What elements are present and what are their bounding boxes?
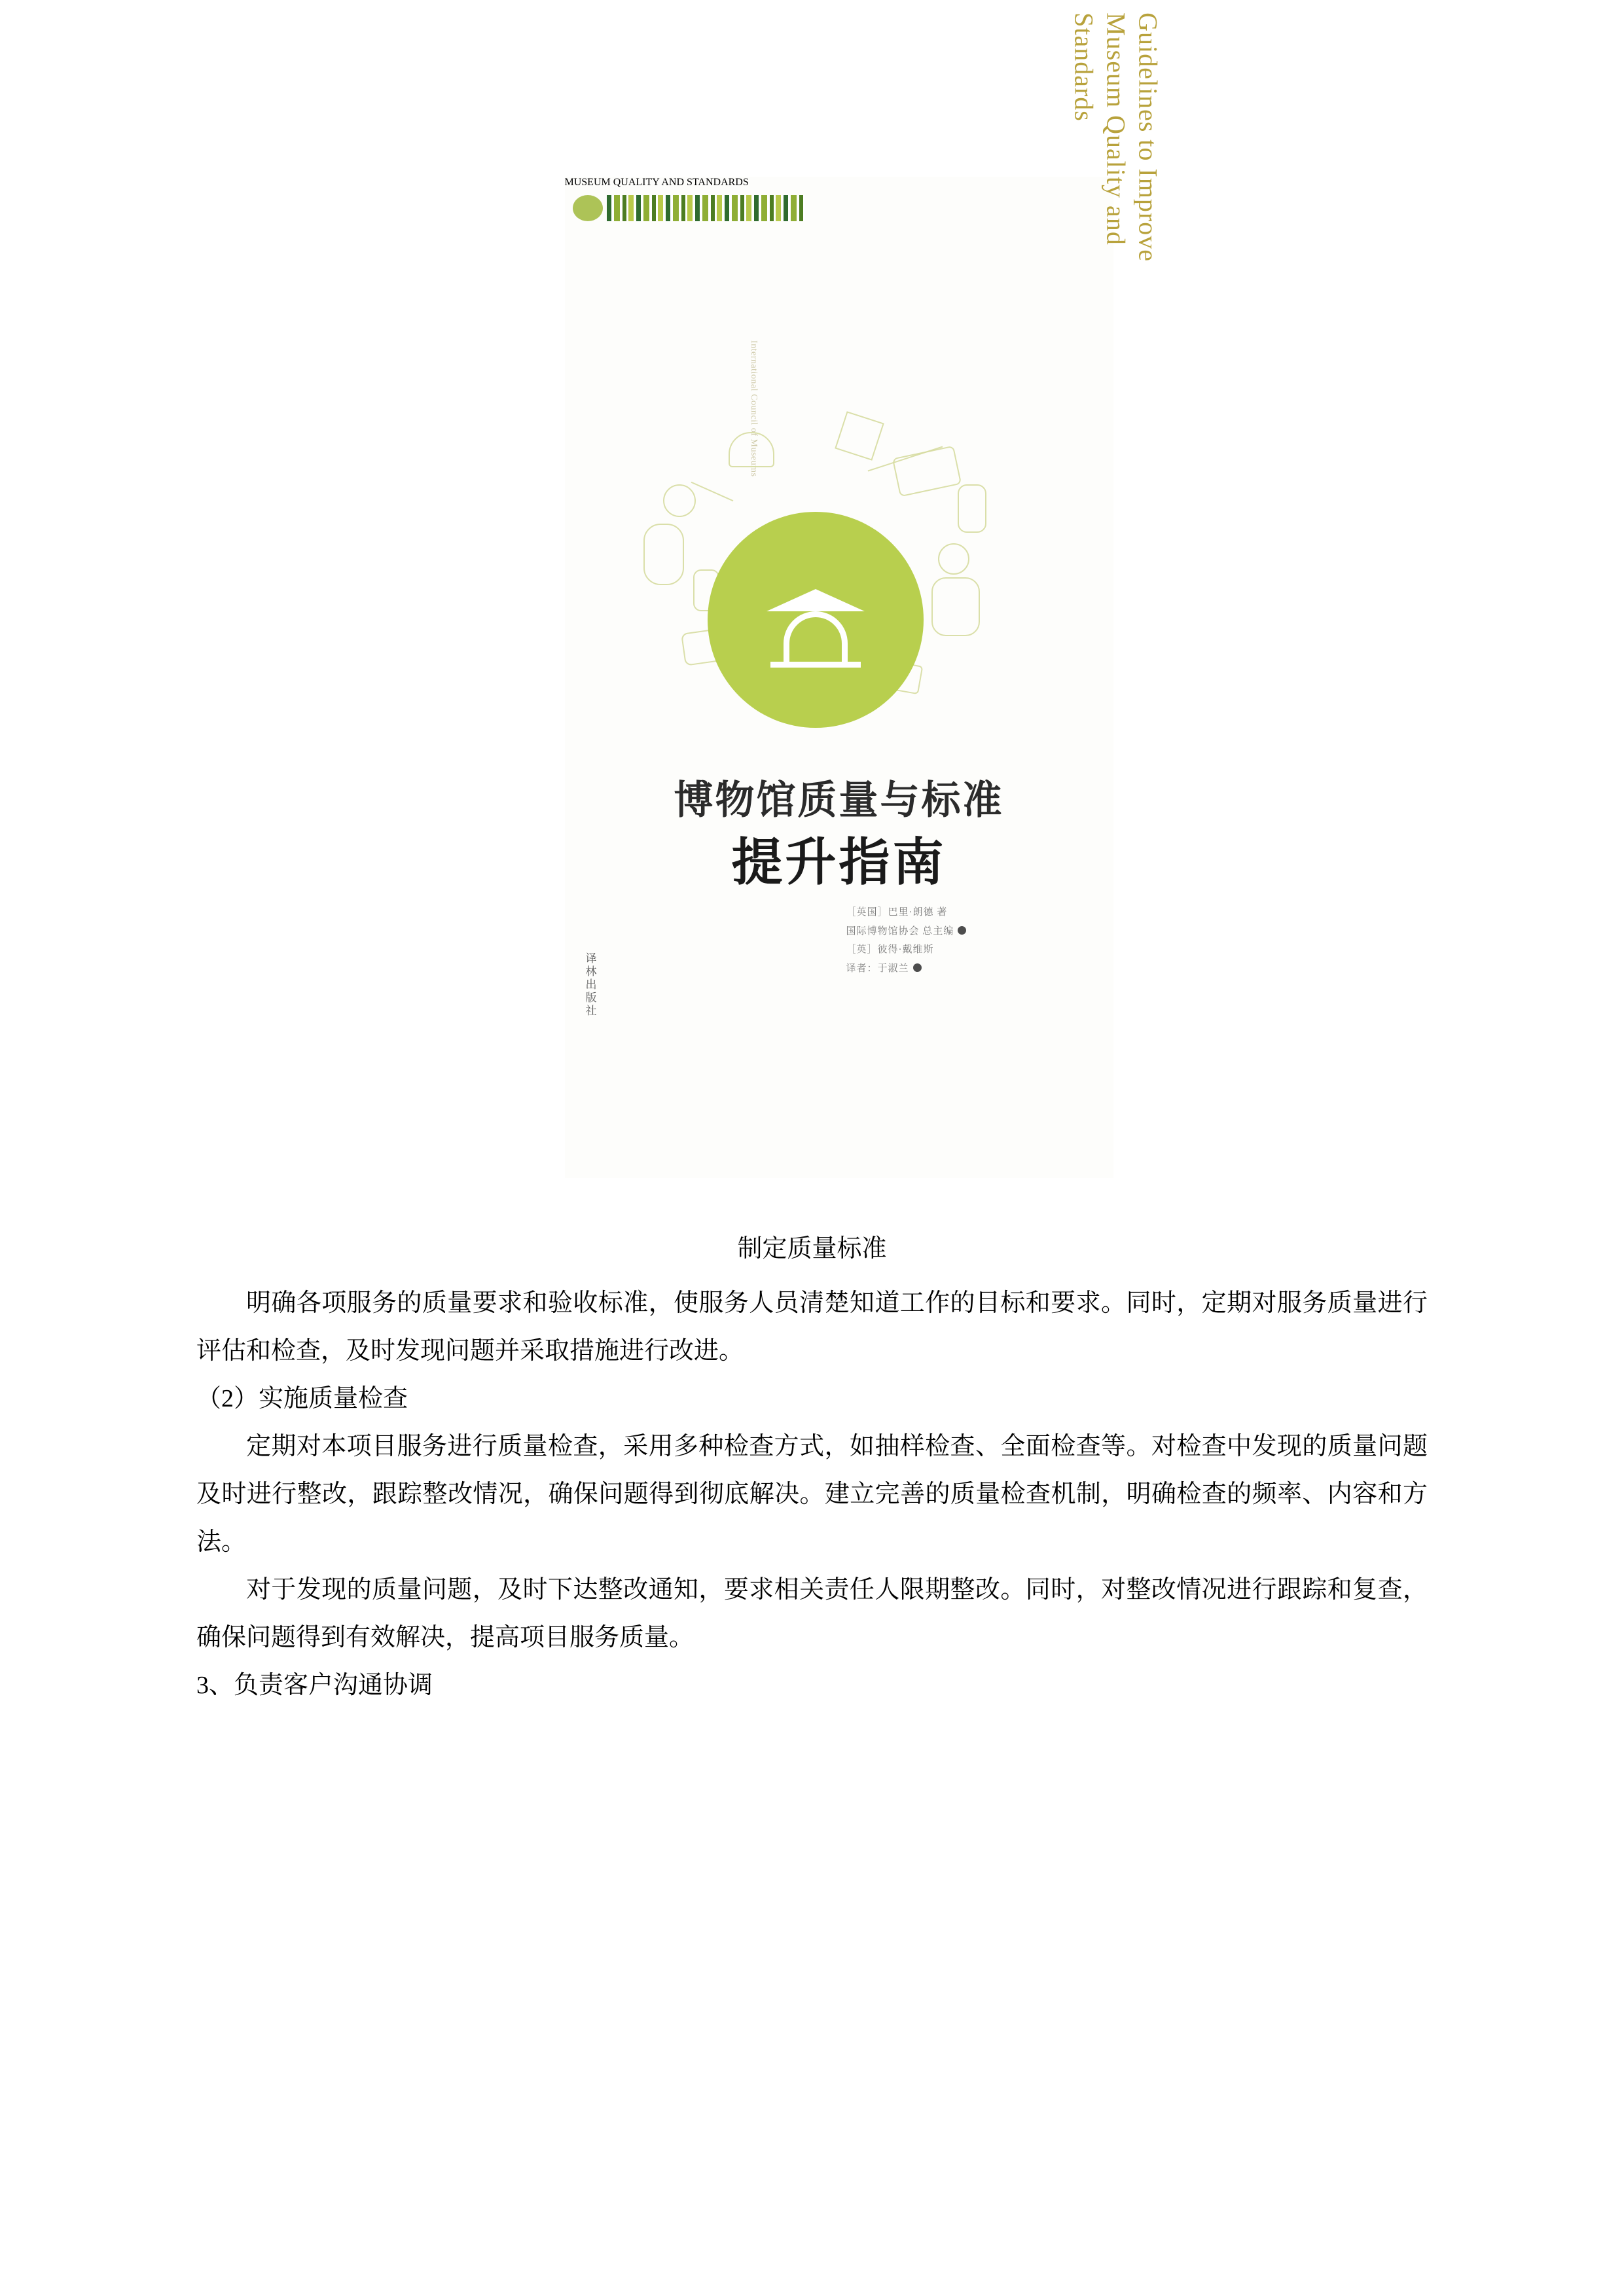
cover-body <box>564 12 1163 1178</box>
page-title: 制定质量标准 <box>737 1235 887 1263</box>
temple-base <box>770 662 861 668</box>
paragraph-3: 定期对本项目服务进行质量检查，采用多种检查方式，如抽样检查、全面检查等。对检查中发现的质量问题及时进行整改，跟踪整改情况，确保问题得到彻底解决。建立完善的质量检查机制，明确检查的频率、内容和方法。 <box>196 1432 1428 1556</box>
english-title-line-2: Museum Quality and <box>1101 12 1131 245</box>
sketch-shape-5 <box>958 484 986 533</box>
english-title-line-3: Standards <box>1069 12 1099 122</box>
sketch-shape-3 <box>892 446 961 497</box>
english-title-line-1: Guidelines to Improve <box>1132 12 1163 262</box>
barcode-caption: MUSEUM QUALITY AND STANDARDS <box>564 177 749 188</box>
credit-line-2: 国际博物馆协会 总主编 <box>846 922 967 941</box>
color-bars-icon <box>607 195 805 221</box>
publisher-logo-icon <box>573 195 603 221</box>
temple-icon <box>767 585 865 664</box>
cover-chinese-title: 博物馆质量与标准 <box>674 779 1004 822</box>
sketch-shape-2 <box>835 411 884 461</box>
sketch-line-1 <box>691 482 733 501</box>
cover-chinese-subtitle: 提升指南 <box>731 833 947 891</box>
cover-english-subtitle: International Council of Museums <box>748 340 759 477</box>
paragraph-2: （2）实施质量检查 <box>196 1384 408 1412</box>
paragraph-5: 3、负责客户沟通协调 <box>196 1671 433 1699</box>
book-cover <box>511 12 1163 1178</box>
sketch-person-head-right <box>938 543 969 575</box>
document-body <box>196 1178 1428 1710</box>
sketch-person-body-left <box>643 524 684 585</box>
credit-line-4: 译者：于淑兰 <box>846 960 967 978</box>
sketch-person-head-left <box>663 484 696 517</box>
credit-dot-icon <box>958 926 966 935</box>
cover-publisher: 译林出版社 <box>583 952 596 1018</box>
sketch-shape-1 <box>729 432 774 467</box>
museum-emblem-icon <box>708 512 924 728</box>
cover-credits <box>846 903 967 978</box>
paragraph-1: 明确各项服务的质量要求和验收标准，使服务人员清楚知道工作的目标和要求。同时，定期对服务质量进行评估和检查，及时发现问题并采取措施进行改进。 <box>196 1289 1428 1365</box>
barcode-strip <box>573 195 805 229</box>
paragraph-4: 对于发现的质量问题，及时下达整改通知，要求相关责任人限期整改。同时，对整改情况进行跟踪和复查，确保问题得到有效解决，提高项目服务质量。 <box>196 1575 1428 1651</box>
temple-roof <box>767 589 865 611</box>
temple-arch <box>784 611 848 662</box>
credit-line-1: ［英国］巴里·朗德 著 <box>846 907 948 918</box>
cover-english-title <box>1068 12 1163 262</box>
credit-line-3: ［英］彼得·戴维斯 <box>846 944 934 955</box>
cover-spine <box>511 177 565 1178</box>
book-cover-figure <box>400 0 1225 1178</box>
sketch-person-body-right <box>931 577 980 636</box>
credit-dot-icon-2 <box>913 963 922 972</box>
